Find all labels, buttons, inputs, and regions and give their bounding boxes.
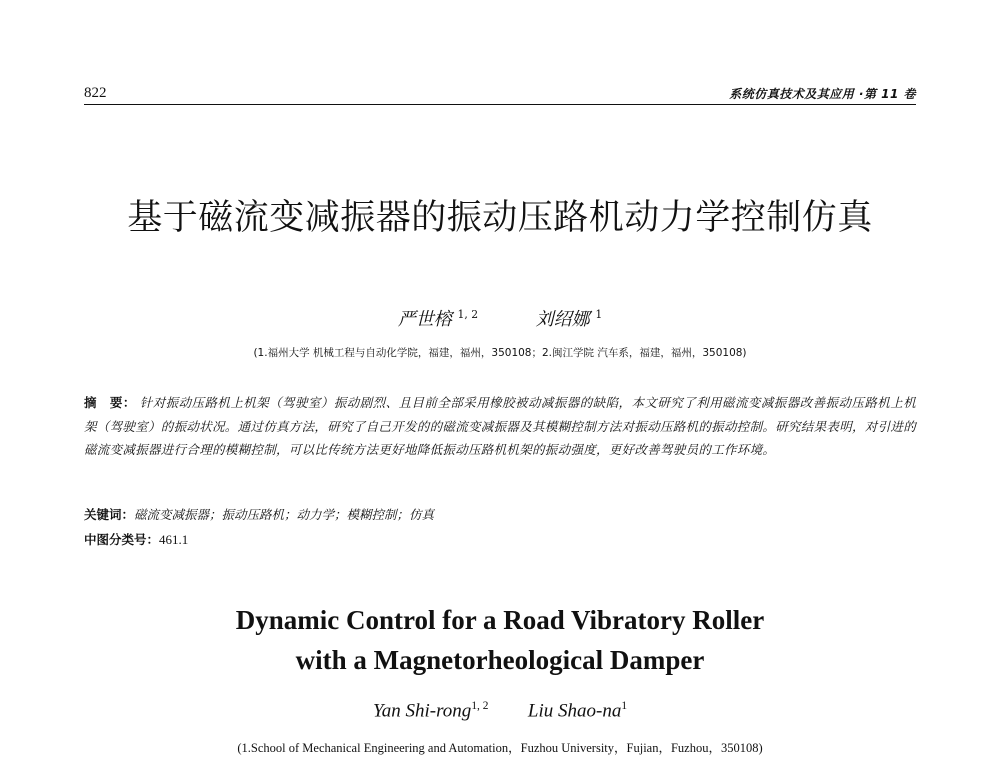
- chinese-title: 基于磁流变减振器的振动压路机动力学控制仿真: [127, 198, 873, 238]
- english-author-1-affil-mark: 1, 2: [471, 700, 489, 712]
- english-title-line-2: with a Magnetorheological Damper: [295, 645, 705, 675]
- keywords-text: 磁流变减振器；振动压路机；动力学；模糊控制；仿真: [134, 507, 435, 522]
- english-authors: [0, 700, 1000, 722]
- abstract-text: 针对振动压路机上机架（驾驶室）振动剧烈、且目前全部采用橡胶被动减振器的缺陷，本文研究了利用磁流变减振器改善振动压路机上机架（驾驶室）的振动状况。通过仿真方法，研究了自己开发的的磁流变减振器及其模糊控制方法对振动压路机的振动控制。研究结果表明，对引进的磁流变减振器进行合理的模糊控制，可以比传统方法更好地降低振动压路机机架的振动强度，更好改善驾驶员的工作环境。: [84, 395, 917, 457]
- english-title-line-1: Dynamic Control for a Road Vibratory Roller: [235, 605, 765, 635]
- chinese-authors: [0, 305, 1000, 331]
- journal-name: 系统仿真技术及其应用 ·第 11 卷: [729, 87, 916, 101]
- english-affiliation: (1.School of Mechanical Engineering and Automation，Fuzhou University，Fujian，Fuzhou，350108): [237, 741, 763, 755]
- abstract-label: 摘 要：: [84, 395, 136, 410]
- classification-value: 461.1: [159, 532, 189, 547]
- classification-label: 中图分类号：: [84, 532, 160, 547]
- english-author-2: Liu Shao-na: [527, 700, 622, 722]
- chinese-keywords: [84, 505, 916, 523]
- classification-number: [84, 530, 916, 548]
- page-number: 822: [84, 85, 107, 101]
- english-author-2-affil-mark: 1: [621, 700, 628, 712]
- chinese-affiliation: (1.福州大学 机械工程与自动化学院，福建，福州，350108；2.闽江学院 汽车系，福建，福州，350108): [253, 347, 747, 359]
- chinese-author-1: 严世榕: [397, 309, 452, 330]
- chinese-abstract: [84, 391, 916, 462]
- keywords-label: 关键词：: [84, 507, 135, 522]
- chinese-author-2: 刘绍娜: [535, 309, 590, 330]
- chinese-author-1-affil-mark: 1, 2: [457, 308, 479, 321]
- english-title: [0, 600, 1000, 680]
- english-author-1: Yan Shi-rong: [372, 700, 472, 722]
- running-header: [84, 80, 916, 105]
- chinese-author-2-affil-mark: 1: [595, 308, 603, 321]
